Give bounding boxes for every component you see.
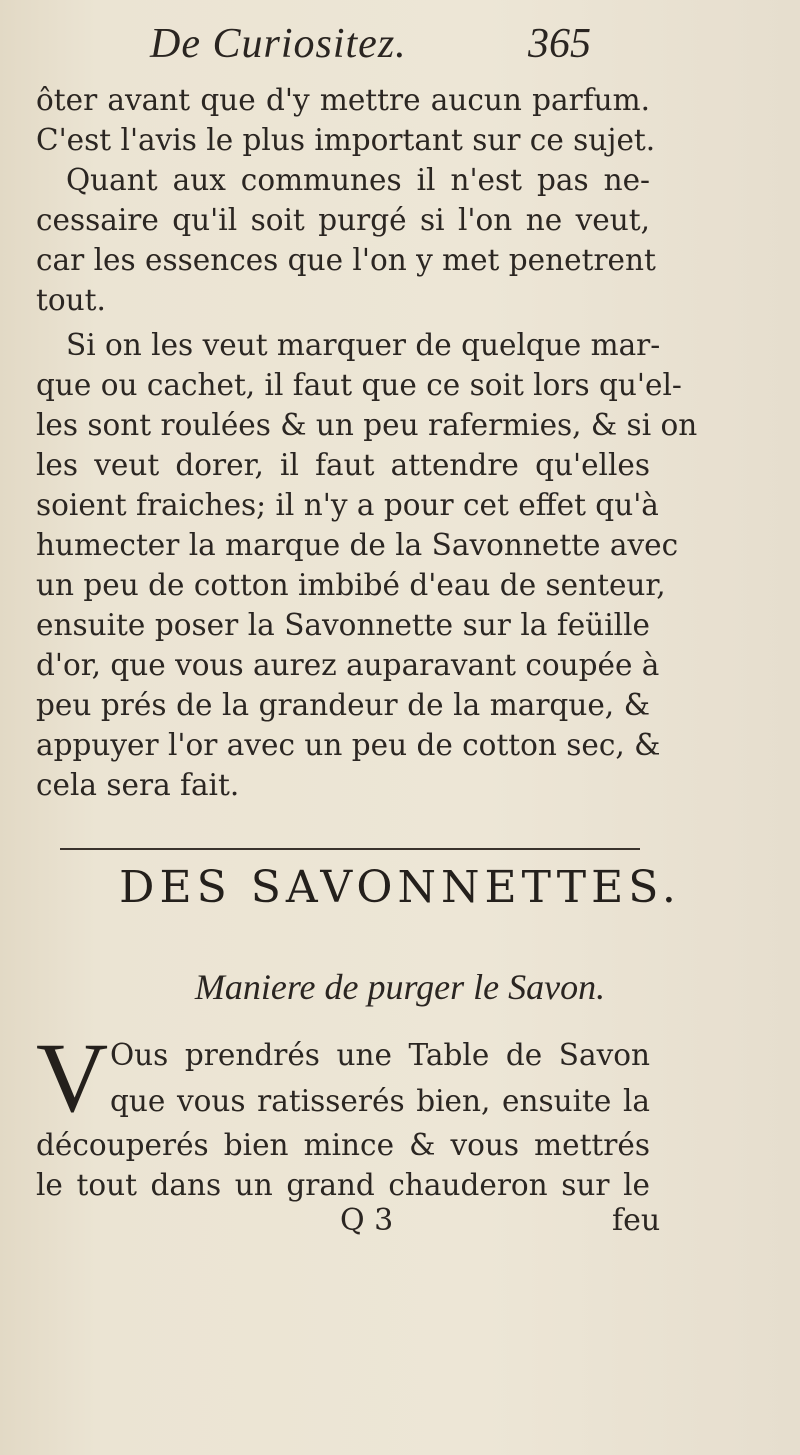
text-line: les veut dorer, il faut attendre qu'elles [36, 448, 650, 482]
text-line: soient fraiches; il n'y a pour cet effet qu'à [36, 488, 659, 522]
text-line: humecter la marque de la Savonnette avec [36, 528, 679, 562]
section-heading: DES SAVONNETTES. [119, 862, 681, 913]
text-line: ensuite poser la Savonnette sur la feüille [36, 608, 650, 642]
text-line: les sont roulées & un peu rafermies, & si on [36, 408, 698, 442]
text-line: que ou cachet, il faut que ce soit lors qu'el- [36, 368, 682, 402]
drop-cap: V [36, 1022, 109, 1133]
section-divider [60, 848, 640, 850]
page-number: 365 [528, 21, 591, 67]
text-line: ôter avant que d'y mettre aucun parfum. [36, 83, 650, 117]
text-line: un peu de cotton imbibé d'eau de senteur, [36, 568, 666, 602]
text-line: le tout dans un grand chauderon sur le [36, 1168, 650, 1202]
text-line: Si on les veut marquer de quelque mar- [66, 328, 661, 362]
text-line: découperés bien mince & vous mettrés [36, 1128, 650, 1162]
signature-mark: Q 3 [340, 1203, 394, 1238]
text-line: Ous prendrés une Table de Savon [110, 1038, 650, 1072]
catchword: feu [612, 1203, 661, 1238]
text-line: tout. [36, 283, 106, 317]
text-line: cela sera fait. [36, 768, 240, 802]
section-subheading: Maniere de purger le Savon. [194, 967, 606, 1007]
text-line: d'or, que vous aurez auparavant coupée à [36, 648, 660, 682]
text-line: peu prés de la grandeur de la marque, & [36, 688, 650, 722]
text-line: C'est l'avis le plus important sur ce sujet. [36, 123, 656, 157]
page-footer [0, 1203, 800, 1243]
page-header [0, 20, 800, 72]
text-line: que vous ratisserés bien, ensuite la [110, 1084, 650, 1118]
text-line: Quant aux communes il n'est pas ne- [66, 163, 650, 197]
text-line: appuyer l'or avec un peu de cotton sec, & [36, 728, 661, 762]
text-line: car les essences que l'on y met penetrent [36, 243, 656, 277]
text-line: cessaire qu'il soit purgé si l'on ne veut, [36, 203, 650, 237]
running-title: De Curiositez. [150, 21, 407, 67]
